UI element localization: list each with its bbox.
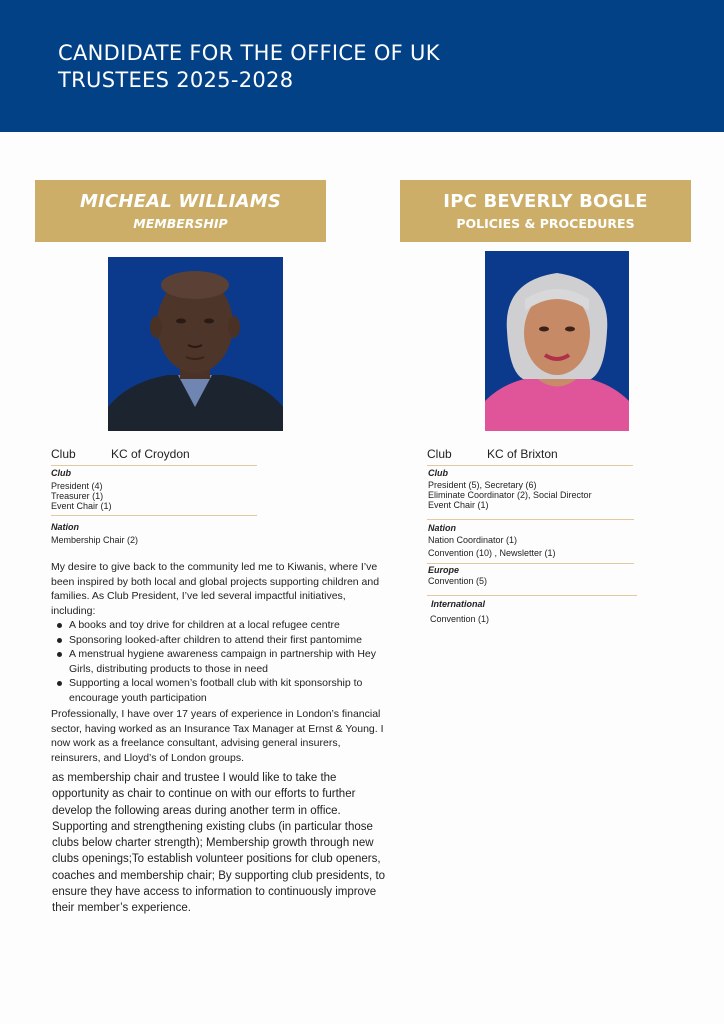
text-line: clubs below charter strength); Membership growth through new bbox=[52, 837, 374, 850]
role-line: Event Chair (1) bbox=[428, 500, 489, 510]
candidate-2-name: IPC BEVERLY BOGLE bbox=[443, 191, 648, 212]
candidate-1-name: MICHEAL WILLIAMS bbox=[79, 191, 282, 212]
role-line: Convention (1) bbox=[430, 614, 490, 624]
candidate-2-club-roles bbox=[428, 480, 592, 510]
candidate-2-role: POLICIES & PROCEDURES bbox=[456, 216, 635, 231]
text-line: Girls, distributing products to those in need bbox=[69, 662, 269, 675]
divider bbox=[427, 595, 637, 596]
role-line: Eliminate Coordinator (2), Social Director bbox=[428, 490, 592, 500]
text-line: now work as a freelance consultant, advising general insurers, bbox=[51, 737, 341, 749]
role-line: Nation Coordinator (1) bbox=[428, 535, 518, 545]
text-line: My desire to give back to the community led me to Kiwanis, where I’ve bbox=[51, 561, 378, 573]
candidate-2-nation-heading: Nation bbox=[428, 523, 456, 533]
text-line: develop the following areas during another term in office. bbox=[52, 804, 341, 817]
text-line: their member’s experience. bbox=[52, 902, 191, 915]
candidate-1-portrait bbox=[108, 257, 283, 431]
candidate-1-nation-heading: Nation bbox=[51, 522, 79, 532]
divider bbox=[427, 563, 634, 564]
candidate-1-club-heading: Club bbox=[51, 468, 71, 478]
text-line: sector, having worked as an Insurance Tax Manager at Ernst & Young. I bbox=[51, 722, 384, 735]
text-line: reinsurers, and Lloyd’s of London groups. bbox=[51, 751, 245, 764]
candidate-2-europe-roles bbox=[428, 576, 487, 586]
role-line: President (5), Secretary (6) bbox=[428, 480, 537, 490]
candidate-2-portrait bbox=[485, 251, 629, 431]
candidate-1-intro bbox=[51, 560, 381, 618]
candidate-2-club-label: Club bbox=[427, 447, 452, 461]
list-item bbox=[51, 647, 381, 676]
divider bbox=[427, 519, 634, 520]
candidate-2-photo bbox=[485, 251, 629, 431]
candidate-1-nation-roles bbox=[51, 535, 138, 545]
list-item bbox=[51, 618, 381, 633]
text-line: Professionally, I have over 17 years of experience in London’s financial bbox=[51, 708, 381, 720]
role-line: Treasurer (1) bbox=[51, 491, 104, 501]
text-line: ensure they have access to information to continuously improve bbox=[52, 886, 377, 899]
divider bbox=[427, 465, 633, 466]
text-line: coaches and membership chair; By supporting club presidents, to bbox=[52, 869, 386, 882]
candidate-1-club-row bbox=[51, 447, 190, 461]
list-item bbox=[51, 676, 381, 705]
text-line: including: bbox=[51, 604, 96, 617]
page-title-line-2: TRUSTEES 2025-2028 bbox=[58, 68, 294, 92]
candidate-1-vision bbox=[52, 770, 392, 917]
text-line: families. As Club President, I’ve led several impactful initiatives, bbox=[51, 590, 346, 602]
candidate-2-club-heading: Club bbox=[428, 468, 448, 478]
role-line: Membership Chair (2) bbox=[51, 535, 139, 545]
candidate-2-international-roles bbox=[430, 614, 489, 624]
candidate-1-professional bbox=[51, 707, 391, 765]
candidate-1-photo bbox=[108, 257, 283, 431]
role-line: Event Chair (1) bbox=[51, 501, 112, 511]
role-line: Convention (5) bbox=[428, 576, 488, 586]
text-line: A books and toy drive for children at a local refugee centre bbox=[69, 619, 340, 631]
page-header bbox=[0, 0, 724, 132]
text-line: Supporting and strengthening existing clubs (in particular those bbox=[52, 820, 373, 833]
text-line: been inspired by both local and global projects supporting children and bbox=[51, 575, 380, 588]
candidate-1-banner bbox=[35, 180, 326, 242]
candidate-2-banner bbox=[400, 180, 691, 242]
candidate-2-europe-heading: Europe bbox=[428, 565, 460, 575]
text-line: encourage youth participation bbox=[69, 691, 207, 704]
candidate-1-club-value: KC of Croydon bbox=[111, 447, 190, 461]
candidate-1-club-roles bbox=[51, 481, 112, 511]
page-title bbox=[58, 40, 440, 94]
list-item bbox=[51, 633, 381, 648]
candidate-2-international-heading: International bbox=[431, 599, 486, 609]
divider bbox=[51, 515, 257, 516]
text-line: Sponsoring looked-after children to attend their first pantomime bbox=[69, 633, 362, 646]
text-line: Supporting a local women’s football club with kit sponsorship to bbox=[69, 677, 363, 689]
candidate-2-club-value: KC of Brixton bbox=[487, 447, 558, 461]
page-title-line-1: CANDIDATE FOR THE OFFICE OF UK bbox=[58, 41, 440, 65]
candidate-1-role: MEMBERSHIP bbox=[133, 216, 228, 231]
candidate-1-initiatives-list bbox=[51, 618, 381, 705]
role-line: President (4) bbox=[51, 481, 103, 491]
candidate-2-club-row bbox=[427, 447, 558, 461]
candidate-2-nation-roles bbox=[428, 534, 556, 560]
text-line: as membership chair and trustee I would like to take the bbox=[52, 772, 337, 784]
text-line: A menstrual hygiene awareness campaign in partnership with Hey bbox=[69, 648, 376, 660]
candidate-1-club-label: Club bbox=[51, 447, 76, 461]
role-line: Convention (10) , Newsletter (1) bbox=[428, 548, 556, 558]
text-line: clubs openings;To establish volunteer positions for club openers, bbox=[52, 853, 381, 866]
divider bbox=[51, 465, 257, 466]
text-line: opportunity as chair to continue on with our efforts to further bbox=[52, 788, 356, 801]
